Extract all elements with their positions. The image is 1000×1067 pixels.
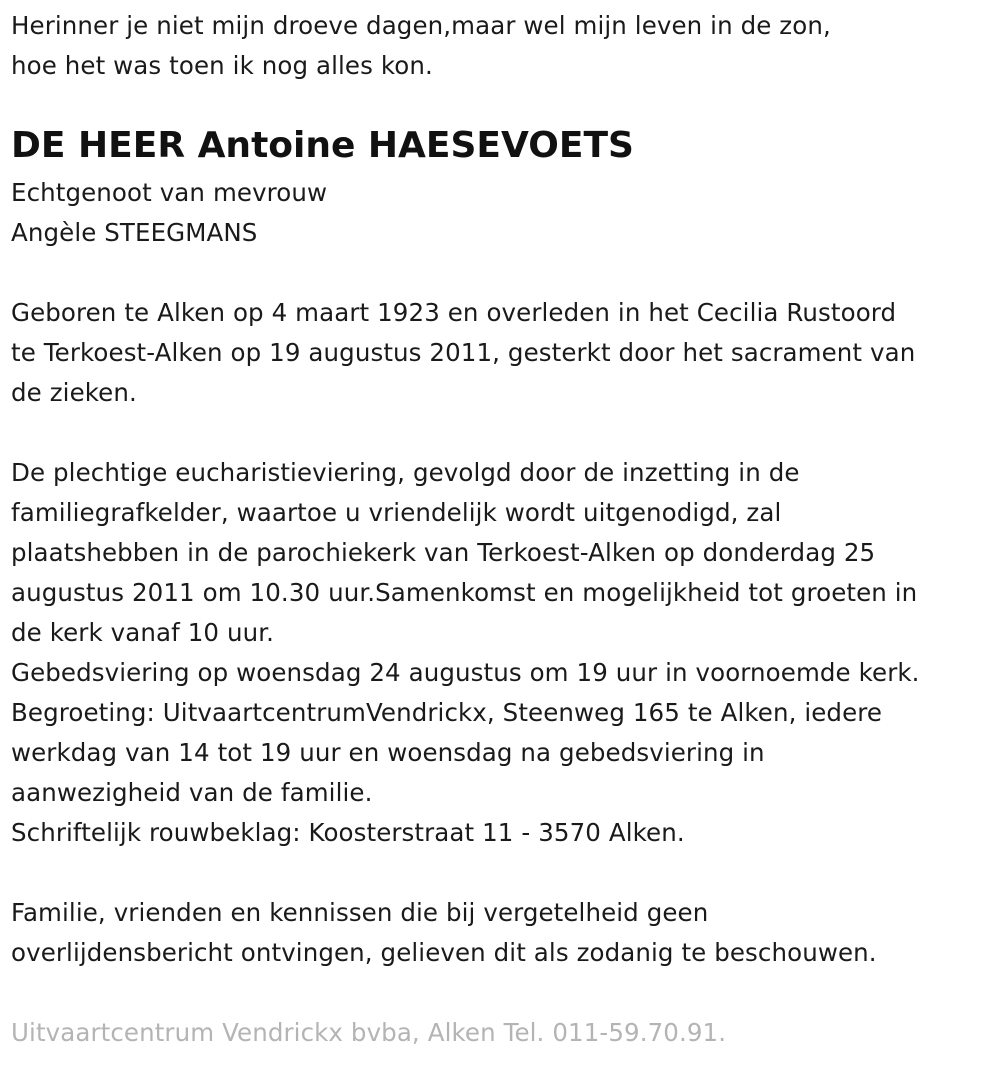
paragraph-line: Schriftelijk rouwbeklag: Koosterstraat 11 - 3570 Alken. [11,818,685,847]
paragraph-line: plaatshebben in de parochiekerk van Terkoest-Alken op donderdag 25 [11,538,876,567]
spouse-line: Echtgenoot van mevrouw [11,178,328,207]
deceased-name-heading: DE HEER Antoine HAESEVOETS [11,125,634,166]
funeral-home-footer [11,1013,726,1053]
paragraph-line: aanwezigheid van de familie. [11,778,373,807]
spouse-info [11,173,327,253]
birth-death-paragraph [11,293,915,413]
paragraph-line: te Terkoest-Alken op 19 augustus 2011, gesterkt door het sacrament van [11,338,916,367]
quote-line: hoe het was toen ik nog alles kon. [11,51,433,80]
paragraph-line: Familie, vrienden en kennissen die bij vergetelheid geen [11,898,709,927]
paragraph-line: de zieken. [11,378,137,407]
paragraph-line: werkdag van 14 tot 19 uur en woensdag na gebedsviering in [11,738,765,767]
paragraph-line: augustus 2011 om 10.30 uur.Samenkomst en mogelijkheid tot groeten in [11,578,918,607]
quote-line: Herinner je niet mijn droeve dagen,maar wel mijn leven in de zon, [11,11,831,40]
paragraph-line: De plechtige eucharistieviering, gevolgd door de inzetting in de [11,458,800,487]
paragraph-line: Geboren te Alken op 4 maart 1923 en overleden in het Cecilia Rustoord [11,298,897,327]
family-note-paragraph [11,893,877,973]
paragraph-line: familiegrafkelder, waartoe u vriendelijk wordt uitgenodigd, zal [11,498,782,527]
paragraph-line: de kerk vanaf 10 uur. [11,618,275,647]
footer-line: Uitvaartcentrum Vendrickx bvba, Alken Tel. 011-59.70.91. [11,1018,727,1047]
paragraph-line: Gebedsviering op woensdag 24 augustus om 19 uur in voornoemde kerk. [11,658,920,687]
paragraph-line: Begroeting: UitvaartcentrumVendrickx, Steenweg 165 te Alken, iedere [11,698,883,727]
spouse-line: Angèle STEEGMANS [11,218,258,247]
funeral-service-paragraph [11,453,920,853]
memorial-quote [11,6,831,86]
paragraph-line: overlijdensbericht ontvingen, gelieven dit als zodanig te beschouwen. [11,938,877,967]
